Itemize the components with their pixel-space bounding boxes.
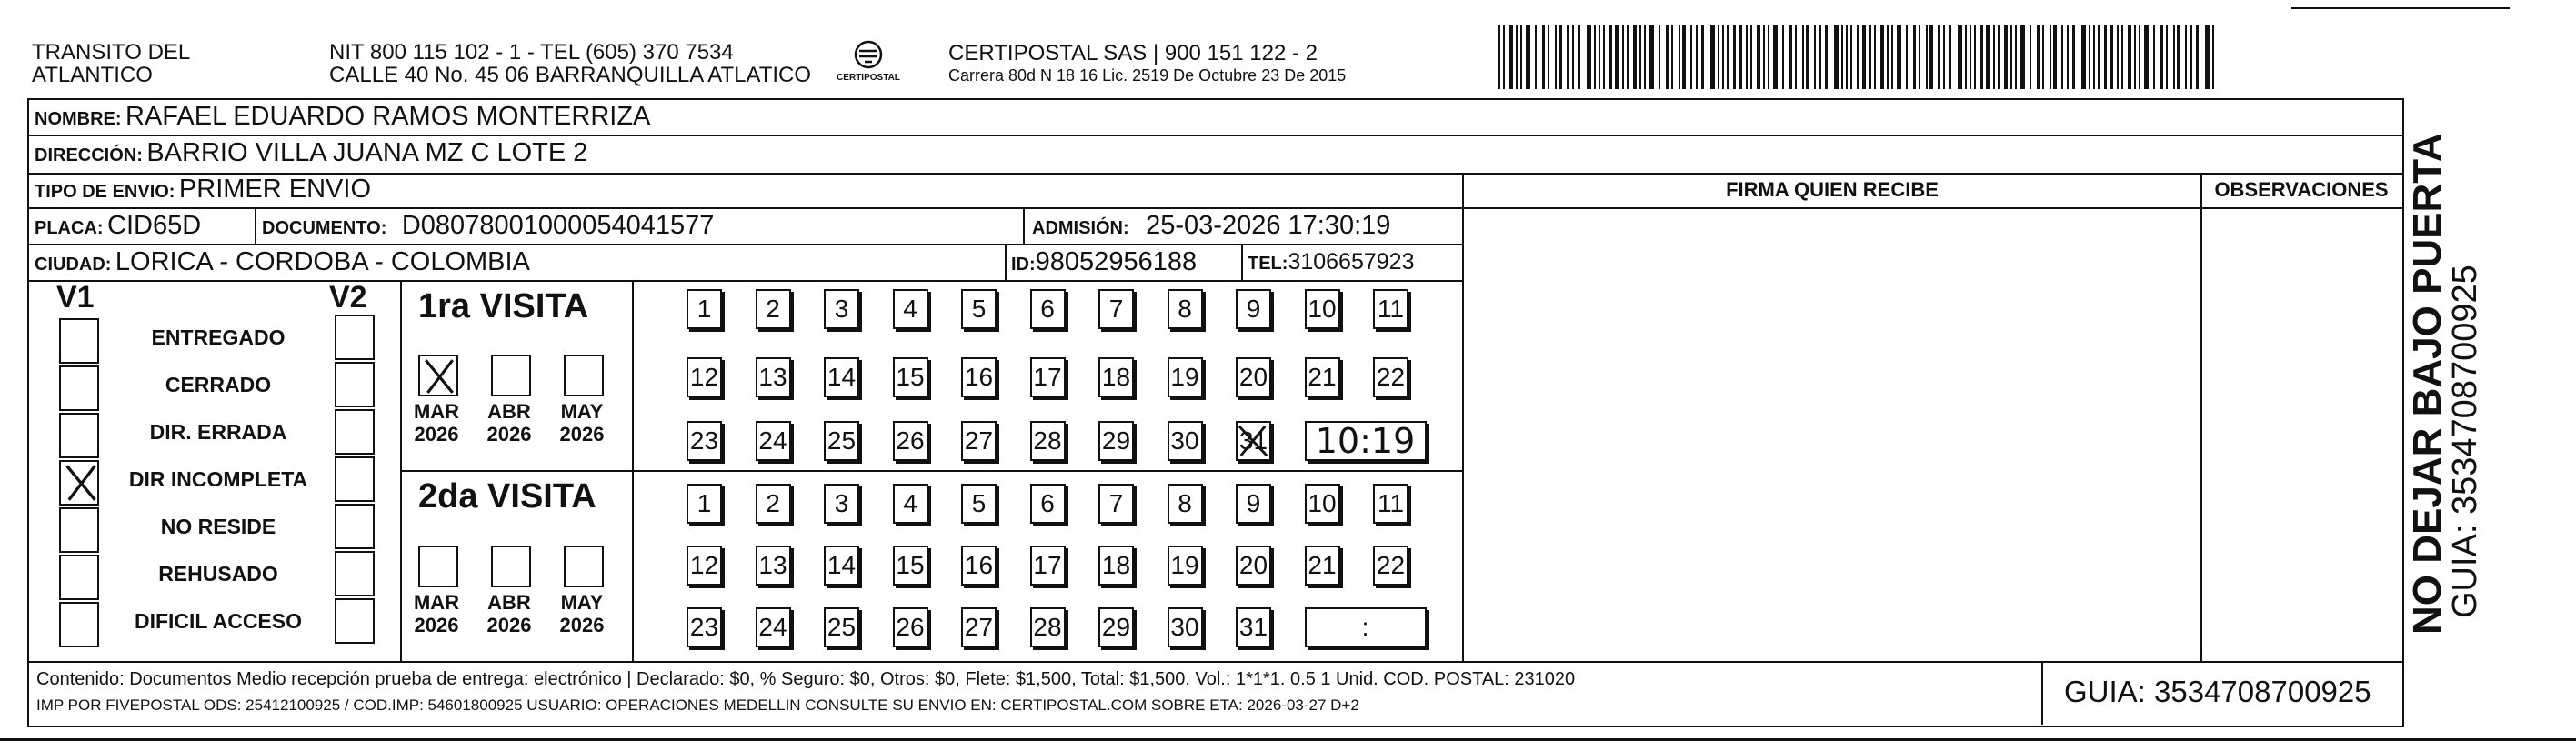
- barcode-bar: [1498, 25, 1500, 89]
- month-name: MAR: [413, 400, 460, 423]
- barcode-bar: [1567, 25, 1569, 89]
- month-label: [555, 400, 609, 446]
- barcode-bar: [1998, 25, 2000, 89]
- direccion-value: BARRIO VILLA JUANA MZ C LOTE 2: [146, 138, 588, 167]
- second-day-box[interactable]: 3: [824, 484, 859, 524]
- status-label: DIFICIL ACCESO: [134, 609, 302, 633]
- barcode-bar: [1891, 25, 1893, 89]
- second-day-box[interactable]: 9: [1236, 484, 1271, 524]
- v1-checkbox[interactable]: [59, 602, 99, 647]
- barcode-bar: [1718, 25, 1719, 89]
- barcode-bar: [1897, 25, 1901, 89]
- barcode-bar: [1773, 25, 1778, 89]
- v2-header: V2: [329, 280, 367, 315]
- first-day-box[interactable]: 17: [1030, 357, 1066, 397]
- barcode-bar: [1609, 25, 1612, 89]
- firma-header: FIRMA QUIEN RECIBE: [1726, 178, 1939, 201]
- observaciones-header: OBSERVACIONES: [2214, 178, 2389, 201]
- second-day-box[interactable]: 27: [961, 607, 997, 647]
- month-year: 2026: [414, 423, 459, 446]
- first-day-box[interactable]: 12: [687, 357, 722, 397]
- first-day-box[interactable]: 29: [1098, 421, 1134, 461]
- second-day-box[interactable]: 8: [1168, 484, 1203, 524]
- nombre-value: RAFAEL EDUARDO RAMOS MONTERRIZA: [125, 102, 651, 131]
- barcode-bar: [2205, 25, 2210, 89]
- v1-checkbox[interactable]: [59, 555, 99, 600]
- month-name: MAR: [413, 591, 460, 614]
- second-day-box[interactable]: 28: [1030, 607, 1066, 647]
- placa-cell: [35, 211, 201, 241]
- row-line-4: [27, 244, 1464, 245]
- certipostal-logo-text: CERTIPOSTAL: [837, 73, 900, 83]
- first-day-box[interactable]: 4: [893, 289, 928, 329]
- barcode-bar: [1763, 25, 1765, 89]
- barcode-bar: [1710, 25, 1715, 89]
- second-visit-title: 2da VISITA: [418, 477, 596, 516]
- documento-cell: [262, 211, 714, 241]
- second-day-box[interactable]: 18: [1098, 546, 1134, 586]
- id-label: ID:: [1011, 255, 1036, 275]
- barcode-bar: [1509, 25, 1513, 89]
- col-divider-firma: [1462, 173, 1464, 662]
- month-year: 2026: [486, 423, 532, 446]
- second-day-box[interactable]: 10: [1305, 484, 1340, 524]
- barcode-bar: [2037, 25, 2040, 89]
- first-day-box[interactable]: 9: [1236, 289, 1271, 329]
- tel-value: 3106657923: [1288, 249, 1415, 275]
- id-cell: [1011, 247, 1197, 277]
- barcode-bar: [2104, 25, 2107, 89]
- first-day-box[interactable]: 1: [687, 289, 722, 329]
- barcode-bar: [1559, 25, 1562, 89]
- barcode-bar: [1874, 25, 1876, 89]
- v2-checkbox[interactable]: [335, 551, 375, 596]
- second-day-box[interactable]: 29: [1098, 607, 1134, 647]
- month-year: 2026: [559, 423, 605, 446]
- barcode-bar: [1690, 25, 1692, 89]
- barcode: [1498, 25, 2226, 89]
- certipostal-logo: [832, 38, 905, 88]
- month-checkbox[interactable]: [564, 546, 604, 587]
- second-day-box[interactable]: 15: [893, 546, 928, 586]
- first-day-box[interactable]: 3: [824, 289, 859, 329]
- sender-company: TRANSITO DEL ATLANTICO: [32, 40, 190, 87]
- v1-checkbox[interactable]: [59, 318, 99, 364]
- barcode-bar: [2121, 25, 2123, 89]
- first-day-box[interactable]: 10: [1305, 289, 1340, 329]
- direccion-label: DIRECCIÓN:: [35, 145, 143, 165]
- barcode-bar: [1806, 25, 1809, 89]
- barcode-bar: [2015, 25, 2017, 89]
- month-name: MAY: [560, 400, 604, 423]
- second-day-box[interactable]: 7: [1098, 484, 1134, 524]
- direccion-row: [35, 138, 587, 168]
- barcode-bar: [1938, 25, 1940, 89]
- second-time-box[interactable]: :: [1305, 607, 1427, 647]
- barcode-bar: [1825, 25, 1828, 89]
- first-day-box[interactable]: 20: [1236, 357, 1271, 397]
- barcode-bar: [1696, 25, 1698, 89]
- col-divider-admision: [1023, 207, 1025, 244]
- barcode-bar: [1555, 25, 1557, 89]
- v1-header: V1: [56, 280, 95, 315]
- barcode-bar: [2177, 25, 2180, 89]
- barcode-bar: [1578, 25, 1580, 89]
- month-label: [409, 400, 464, 446]
- barcode-bar: [1671, 25, 1673, 89]
- barcode-bar: [1526, 25, 1530, 89]
- barcode-bar: [2190, 25, 2192, 89]
- barcode-bar: [1919, 25, 1920, 89]
- second-day-box[interactable]: 17: [1030, 546, 1066, 586]
- tel-label: TEL:: [1248, 254, 1288, 274]
- v2-checkbox[interactable]: [335, 456, 375, 502]
- second-day-box[interactable]: 5: [961, 484, 997, 524]
- ciudad-value: LORICA - CORDOBA - COLOMBIA: [115, 247, 530, 276]
- status-label: ENTREGADO: [151, 325, 286, 349]
- barcode-bar: [2144, 25, 2149, 89]
- id-value: 98052956188: [1035, 247, 1198, 276]
- barcode-bar: [1516, 25, 1518, 89]
- second-day-box[interactable]: 1: [687, 484, 722, 524]
- barcode-bar: [2098, 25, 2100, 89]
- second-day-box[interactable]: 11: [1373, 484, 1408, 524]
- footer-guia-divider: [2041, 661, 2043, 725]
- v1-checkbox[interactable]: [59, 365, 99, 411]
- barcode-bar: [1862, 25, 1866, 89]
- first-day-box[interactable]: 11: [1373, 289, 1408, 329]
- status-label: DIR. ERRADA: [149, 420, 287, 444]
- bottom-edge-line: [0, 738, 2576, 741]
- barcode-bar: [2153, 25, 2155, 89]
- visit-separator: [400, 470, 1464, 472]
- barcode-bar: [1750, 25, 1752, 89]
- status-label: NO RESIDE: [160, 515, 276, 538]
- first-day-box[interactable]: 27: [961, 421, 997, 461]
- barcode-bar: [1622, 25, 1624, 89]
- first-day-box[interactable]: 19: [1168, 357, 1203, 397]
- placa-label: PLACA:: [35, 218, 104, 238]
- first-day-box[interactable]: 30: [1168, 421, 1203, 461]
- barcode-bar: [2042, 25, 2044, 89]
- barcode-bar: [1659, 25, 1660, 89]
- month-year: 2026: [486, 614, 532, 636]
- side-no-dejar: NO DEJAR BAJO PUERTA: [2405, 133, 2450, 635]
- v2-checkbox[interactable]: [335, 315, 375, 360]
- first-day-box[interactable]: 18: [1098, 357, 1134, 397]
- month-year: 2026: [414, 614, 459, 636]
- second-day-box[interactable]: 21: [1305, 546, 1340, 586]
- barcode-bar: [1958, 25, 1962, 89]
- barcode-bar: [1789, 25, 1792, 89]
- row-line-3: [27, 207, 1464, 209]
- barcode-bar: [2072, 25, 2075, 89]
- first-day-box[interactable]: 23: [687, 421, 722, 461]
- barcode-bar: [1548, 25, 1549, 89]
- barcode-bar: [1733, 25, 1736, 89]
- barcode-bar: [1542, 25, 1545, 89]
- month-checkbox[interactable]: [491, 546, 531, 587]
- barcode-bar: [1594, 25, 1596, 89]
- barcode-bar: [2093, 25, 2095, 89]
- barcode-bar: [2004, 25, 2008, 89]
- side-guia: GUIA: 3534708700925: [2446, 265, 2484, 618]
- v1-checkbox[interactable]: [59, 507, 99, 553]
- barcode-bar: [1974, 25, 1976, 89]
- row-line-2: [27, 173, 2402, 175]
- barcode-bar: [2160, 25, 2163, 89]
- barcode-bar: [1603, 25, 1605, 89]
- barcode-bar: [1782, 25, 1784, 89]
- documento-value: D08078001000054041577: [401, 211, 715, 240]
- footer-guia: GUIA: 3534708700925: [2064, 675, 2371, 708]
- barcode-bar: [2061, 25, 2063, 89]
- barcode-bar: [1834, 25, 1839, 89]
- second-day-box[interactable]: 22: [1373, 546, 1408, 586]
- barcode-bar: [1520, 25, 1522, 89]
- admision-value: 25-03-2026 17:30:19: [1146, 211, 1391, 240]
- status-label: REHUSADO: [158, 562, 278, 586]
- first-day-box[interactable]: 24: [756, 421, 791, 461]
- first-day-box[interactable]: 25: [824, 421, 859, 461]
- first-day-box[interactable]: 8: [1168, 289, 1203, 329]
- v2-checkbox[interactable]: [335, 598, 375, 644]
- month-label: [555, 591, 609, 636]
- second-day-box[interactable]: 6: [1030, 484, 1066, 524]
- ciudad-cell: [35, 247, 530, 277]
- barcode-bar: [1739, 25, 1742, 89]
- first-day-box[interactable]: 2: [756, 289, 791, 329]
- tel-cell: [1248, 249, 1414, 275]
- barcode-bar: [2134, 25, 2136, 89]
- status-label: DIR INCOMPLETA: [128, 467, 308, 491]
- first-day-box[interactable]: 21: [1305, 357, 1340, 397]
- row-line-5: [27, 280, 1464, 282]
- footer-imp: IMP POR FIVEPOSTAL ODS: 25412100925 / COD.IMP: 54601800925 USUARIO: OPERACIONES MEDELLIN CONSULTE SU ENVIO EN: CERTIPOSTAL.COM SOBRE ETA: 2026-03-27 D+2: [36, 696, 1359, 714]
- first-day-box[interactable]: 5: [961, 289, 997, 329]
- barcode-bar: [1535, 25, 1537, 89]
- v2-checkbox[interactable]: [335, 504, 375, 549]
- top-edge-line: [2291, 7, 2510, 9]
- second-day-box[interactable]: 16: [961, 546, 997, 586]
- barcode-bar: [1913, 25, 1916, 89]
- barcode-bar: [1639, 25, 1641, 89]
- barcode-bar: [2166, 25, 2168, 89]
- second-day-box[interactable]: 26: [893, 607, 928, 647]
- v1-checkbox[interactable]: [59, 413, 99, 458]
- second-day-box[interactable]: 12: [687, 546, 722, 586]
- second-day-box[interactable]: 23: [687, 607, 722, 647]
- barcode-bar: [1666, 25, 1669, 89]
- col-divider-placa: [255, 207, 256, 244]
- sender-nit-line: NIT 800 115 102 - 1 - TEL (605) 370 7534: [329, 40, 734, 65]
- barcode-bar: [1965, 25, 1967, 89]
- second-day-box[interactable]: 14: [824, 546, 859, 586]
- placa-value: CID65D: [107, 211, 202, 240]
- admision-label: ADMISIÓN:: [1032, 218, 1129, 238]
- month-checkbox[interactable]: [418, 546, 458, 587]
- first-time-box[interactable]: [1305, 421, 1427, 461]
- barcode-bar: [1841, 25, 1843, 89]
- barcode-bar: [2020, 25, 2025, 89]
- barcode-bar: [2139, 25, 2140, 89]
- barcode-bar: [2173, 25, 2175, 89]
- barcode-bar: [1633, 25, 1637, 89]
- barcode-bar: [1599, 25, 1600, 89]
- barcode-bar: [1722, 25, 1724, 89]
- footer-contenido: Contenido: Documentos Medio recepción prueba de entrega: electrónico | Declarado: $0, % Seguro: $0, Otros: $0, Flete: $1,500, Total: $1,500. Vol.: 1*1*1. 0.5 1 Unid. COD. POSTAL: 231020: [36, 669, 1576, 689]
- barcode-bar: [2053, 25, 2057, 89]
- barcode-bar: [2128, 25, 2131, 89]
- nombre-label: NOMBRE:: [35, 109, 122, 129]
- first-day-box[interactable]: 14: [824, 357, 859, 397]
- barcode-bar: [1572, 25, 1574, 89]
- barcode-bar: [2030, 25, 2031, 89]
- barcode-bar: [1795, 25, 1797, 89]
- barcode-bar: [1986, 25, 1990, 89]
- first-day-box[interactable]: 26: [893, 421, 928, 461]
- second-day-box[interactable]: 25: [824, 607, 859, 647]
- barcode-bar: [1587, 25, 1591, 89]
- tipo-envio-value: PRIMER ENVIO: [178, 175, 372, 204]
- row-line-header-cols: [1462, 207, 2402, 209]
- month-name: MAY: [560, 591, 604, 614]
- barcode-bar: [1980, 25, 1983, 89]
- first-day-box[interactable]: 15: [893, 357, 928, 397]
- col-divider-tel: [1241, 244, 1243, 280]
- barcode-bar: [1802, 25, 1804, 89]
- courier-name: CERTIPOSTAL SAS | 900 151 122 - 2: [948, 41, 1318, 65]
- barcode-bar: [1993, 25, 1995, 89]
- second-day-box[interactable]: 19: [1168, 546, 1203, 586]
- barcode-bar: [1644, 25, 1646, 89]
- barcode-bar: [1929, 25, 1933, 89]
- ciudad-label: CIUDAD:: [35, 255, 112, 275]
- second-day-box[interactable]: 30: [1168, 607, 1203, 647]
- barcode-bar: [2050, 25, 2051, 89]
- documento-label: DOCUMENTO:: [262, 218, 387, 238]
- tipo-envio-label: TIPO DE ENVIO:: [35, 182, 175, 202]
- first-day-box[interactable]: 7: [1098, 289, 1134, 329]
- barcode-bar: [1615, 25, 1619, 89]
- first-day-box[interactable]: 13: [756, 357, 791, 397]
- barcode-bar: [1869, 25, 1871, 89]
- row-line-1: [27, 135, 2402, 136]
- month-checkbox[interactable]: [491, 355, 531, 396]
- second-day-box[interactable]: 20: [1236, 546, 1271, 586]
- month-label: [482, 400, 536, 446]
- barcode-bar: [1846, 25, 1848, 89]
- footer-top-line: [27, 661, 2402, 663]
- barcode-bar: [1682, 25, 1686, 89]
- barcode-bar: [1906, 25, 1908, 89]
- second-day-box[interactable]: 31: [1236, 607, 1271, 647]
- barcode-bar: [1679, 25, 1680, 89]
- barcode-bar: [2185, 25, 2187, 89]
- second-day-box[interactable]: 13: [756, 546, 791, 586]
- v1-checkbox[interactable]: [59, 460, 99, 506]
- month-year: 2026: [559, 614, 605, 636]
- barcode-bar: [2196, 25, 2199, 89]
- v2-checkbox[interactable]: [335, 409, 375, 455]
- courier-license: Carrera 80d N 18 16 Lic. 2519 De Octubre 23 De 2015: [948, 66, 1347, 85]
- admision-cell: [1032, 211, 1390, 241]
- barcode-bar: [1503, 25, 1505, 89]
- first-day-box[interactable]: 22: [1373, 357, 1408, 397]
- col-divider-observaciones: [2200, 173, 2202, 662]
- first-day-box[interactable]: 16: [961, 357, 997, 397]
- first-day-box-marked[interactable]: 31: [1236, 421, 1271, 461]
- month-checkbox[interactable]: [564, 355, 604, 396]
- barcode-bar: [1727, 25, 1729, 89]
- barcode-bar: [1757, 25, 1760, 89]
- barcode-bar: [1627, 25, 1629, 89]
- second-day-box[interactable]: 4: [893, 484, 928, 524]
- first-day-box[interactable]: 6: [1030, 289, 1066, 329]
- barcode-bar: [2212, 25, 2214, 89]
- barcode-bar: [1814, 25, 1816, 89]
- barcode-bar: [2081, 25, 2086, 89]
- v2-checkbox[interactable]: [335, 362, 375, 407]
- barcode-bar: [1887, 25, 1889, 89]
- month-name: ABR: [487, 400, 531, 423]
- barcode-bar: [1926, 25, 1928, 89]
- barcode-bar: [2110, 25, 2113, 89]
- barcode-bar: [1649, 25, 1654, 89]
- barcode-bar: [2067, 25, 2069, 89]
- nombre-row: [35, 102, 650, 132]
- barcode-bar: [1746, 25, 1748, 89]
- barcode-bar: [1701, 25, 1704, 89]
- sender-address-line: CALLE 40 No. 45 06 BARRANQUILLA ATLATICO: [329, 63, 812, 87]
- month-label: [482, 591, 536, 636]
- barcode-bar: [2010, 25, 2012, 89]
- month-name: ABR: [487, 591, 531, 614]
- status-label: CERRADO: [165, 373, 272, 396]
- tipo-envio-row: [35, 175, 371, 205]
- col-divider-id: [1005, 244, 1007, 280]
- barcode-bar: [1819, 25, 1821, 89]
- barcode-bar: [1880, 25, 1884, 89]
- barcode-bar: [1768, 25, 1769, 89]
- barcode-bar: [1949, 25, 1951, 89]
- month-label: [409, 591, 464, 636]
- barcode-bar: [1970, 25, 1971, 89]
- first-visit-title: 1ra VISITA: [418, 287, 589, 325]
- barcode-bar: [2117, 25, 2119, 89]
- barcode-bar: [1857, 25, 1859, 89]
- first-time-value: 10:19: [1315, 421, 1416, 461]
- barcode-bar: [2089, 25, 2090, 89]
- second-day-box[interactable]: 24: [756, 607, 791, 647]
- barcode-bar: [1943, 25, 1945, 89]
- month-checkbox[interactable]: [418, 355, 458, 396]
- first-day-box[interactable]: 28: [1030, 421, 1066, 461]
- second-day-box[interactable]: 2: [756, 484, 791, 524]
- barcode-bar: [1850, 25, 1852, 89]
